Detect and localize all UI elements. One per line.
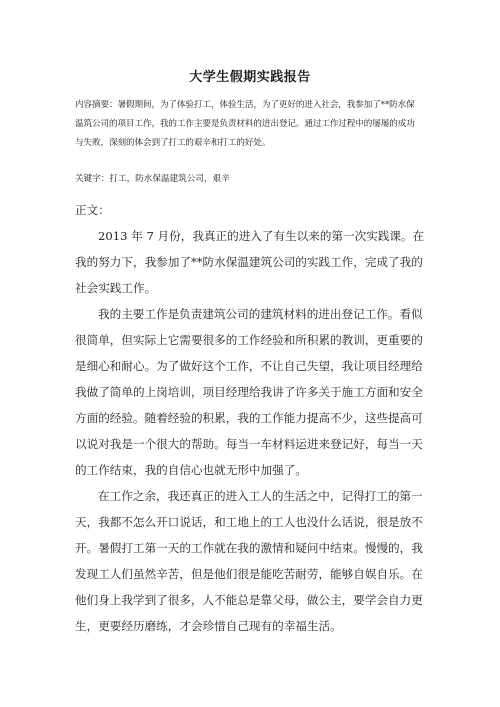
body-line: 他们身上我学到了很多，人不能总是靠父母，做公主，要学会自力更 (75, 593, 423, 607)
body-line: 天，我都不怎么开口说话，和工地上的工人也没什么话说，很是放不 (75, 515, 423, 529)
abstract-line: 内容摘要：暑假期间，为了体验打工，体验生活，为了更好的进入社会，我参加了**防水保 (75, 100, 415, 110)
body-line: 开。暑假打工第一天的工作就在我的激情和疑问中结束。慢慢的，我 (75, 541, 423, 555)
body-line: 社会实践工作。 (75, 281, 157, 295)
body-line: 我的努力下，我参加了**防水保温建筑公司的实践工作，完成了我的 (75, 255, 423, 269)
body-line: 生，更要经历磨练，才会珍惜自己现有的幸福生活。 (75, 619, 342, 633)
body-line: 以说对我是一个很大的帮助。每当一车材料运进来登记好，每当一天 (75, 437, 423, 451)
body-line: 很简单，但实际上它需要很多的工作经验和所积累的教训，更重要的 (75, 333, 423, 347)
abstract-line: 与失败，深刻的体会到了打工的艰辛和打工的好处。 (75, 138, 271, 148)
abstract (75, 96, 425, 153)
body-line: 我做了简单的上岗培训，项目经理给我讲了许多关于施工方面和安全 (75, 385, 423, 399)
body-line: 方面的经验。随着经验的积累，我的工作能力提高不少，这些提高可 (75, 411, 423, 425)
body-heading: 正文： (75, 203, 110, 217)
body-text (75, 197, 427, 639)
body-line: 在工作之余，我还真正的进入工人的生活之中，记得打工的第一 (98, 489, 423, 503)
body-line: 我的主要工作是负责建筑公司的建筑材料的进出登记工作。看似 (98, 307, 423, 321)
body-line: 的工作结束，我的自信心也就无形中加强了。 (75, 463, 307, 477)
abstract-line: 温筑公司的项目工作，我的工作主要是负责材料的进出登记。通过工作过程中的屡屡的成功 (75, 119, 415, 129)
body-line: 发现工人们虽然辛苦，但是他们很是能吃苦耐劳，能够自娱自乐。在 (75, 567, 423, 581)
keywords: 关键字：打工，防水保温建筑公司，艰辛 (75, 174, 230, 184)
report-title: 大学生假期实践报告 (189, 70, 311, 85)
body-line: 是细心和耐心。为了做好这个工作，不让自己失望，我让项目经理给 (75, 359, 423, 373)
body-line: 2013 年 7 月份，我真正的进入了有生以来的第一次实践课。在 (98, 229, 425, 243)
